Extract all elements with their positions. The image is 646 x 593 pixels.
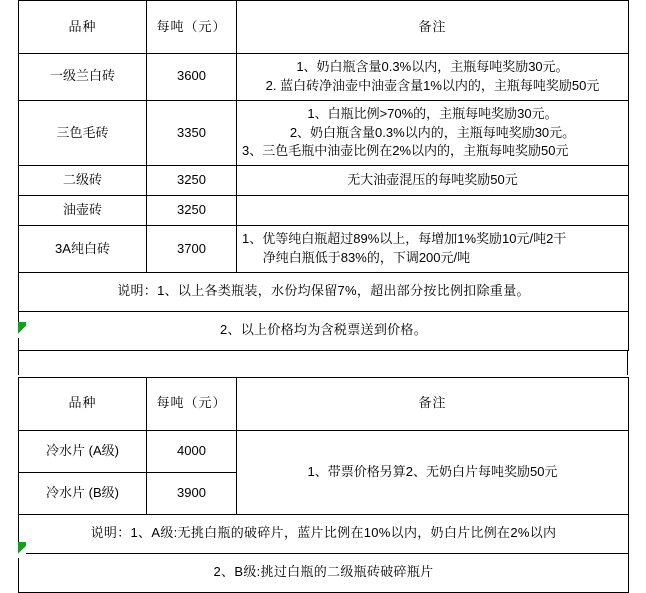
cell-kind: 冷水片 (B级) [19,472,147,514]
cell-note [237,54,629,101]
cell-kind: 3A纯白砖 [19,226,147,273]
table-footnote-row [19,272,629,311]
cell-price: 3900 [147,472,237,514]
note-line: 1、白瓶比例>70%的，主瓶每吨奖励30元。 [307,105,558,121]
cell-kind: 三色毛砖 [19,100,147,166]
table-row [19,226,629,273]
cell-kind: 一级兰白砖 [19,54,147,101]
header-kind: 品种 [19,1,147,54]
price-table-bottles [18,0,629,351]
green-corner-marker [18,322,26,338]
footnote-text: 说明：1、以上各类瓶装，水份均保留7%，超出部分按比例扣除重量。 [19,272,629,311]
table-footnote-row [19,553,629,592]
header-kind: 品种 [19,377,147,430]
cell-note-merged: 1、带票价格另算2、无奶白片每吨奖励50元 [237,430,629,514]
cell-price: 3250 [147,166,237,196]
footnote-text: 说明：1、A级:无挑白瓶的破碎片，蓝片比例在10%以内，奶白片比例在2%以内 [19,514,629,553]
table-footnote-row [19,311,629,350]
price-table-flakes [18,377,629,593]
cell-price: 3350 [147,100,237,166]
note-line: 2、奶白瓶含量0.3%以内的，主瓶每吨奖励30元。 [289,124,576,140]
footnote-text: 2、以上价格均为含税票送到价格。 [19,311,629,350]
table-row [19,100,629,166]
cell-price: 3700 [147,226,237,273]
cell-price: 3250 [147,196,237,226]
table-row [19,166,629,196]
cell-note [237,100,629,166]
note-line: 1、奶白瓶含量0.3%以内，主瓶每吨奖励30元。 [296,59,569,74]
note-line: 3、三色毛瓶中油壶比例在2%以内的，主瓶每吨奖励50元 [242,143,569,159]
spacer-border [18,351,628,375]
cell-note: 无大油壶混压的每吨奖励50元 [237,166,629,196]
note-line: 1、优等纯白瓶超过89%以上，每增加1%奖励10元/吨2干 [242,231,567,247]
header-price: 每吨（元） [147,1,237,54]
header-note: 备注 [237,377,629,430]
header-note: 备注 [237,1,629,54]
footnote-text: 2、B级:挑过白瓶的二级瓶砖破碎瓶片 [19,553,629,592]
cell-price: 4000 [147,430,237,472]
cell-kind: 冷水片 (A级) [19,430,147,472]
header-price: 每吨（元） [147,377,237,430]
table-header-row [19,1,629,54]
cell-note [237,196,629,226]
note-line: 2. 蓝白砖净油壶中油壶含量1%以内的，主瓶每吨奖励50元 [265,77,600,93]
green-corner-marker [18,542,26,558]
cell-kind: 二级砖 [19,166,147,196]
note-line: 净纯白瓶低于83%的，下调200元/吨 [262,250,471,266]
table-row [19,196,629,226]
cell-note [237,226,629,273]
table-header-row [19,377,629,430]
table-row [19,54,629,101]
table-row [19,430,629,472]
cell-price: 3600 [147,54,237,101]
cell-kind: 油壶砖 [19,196,147,226]
table-footnote-row [19,514,629,553]
section-spacer [18,351,628,377]
